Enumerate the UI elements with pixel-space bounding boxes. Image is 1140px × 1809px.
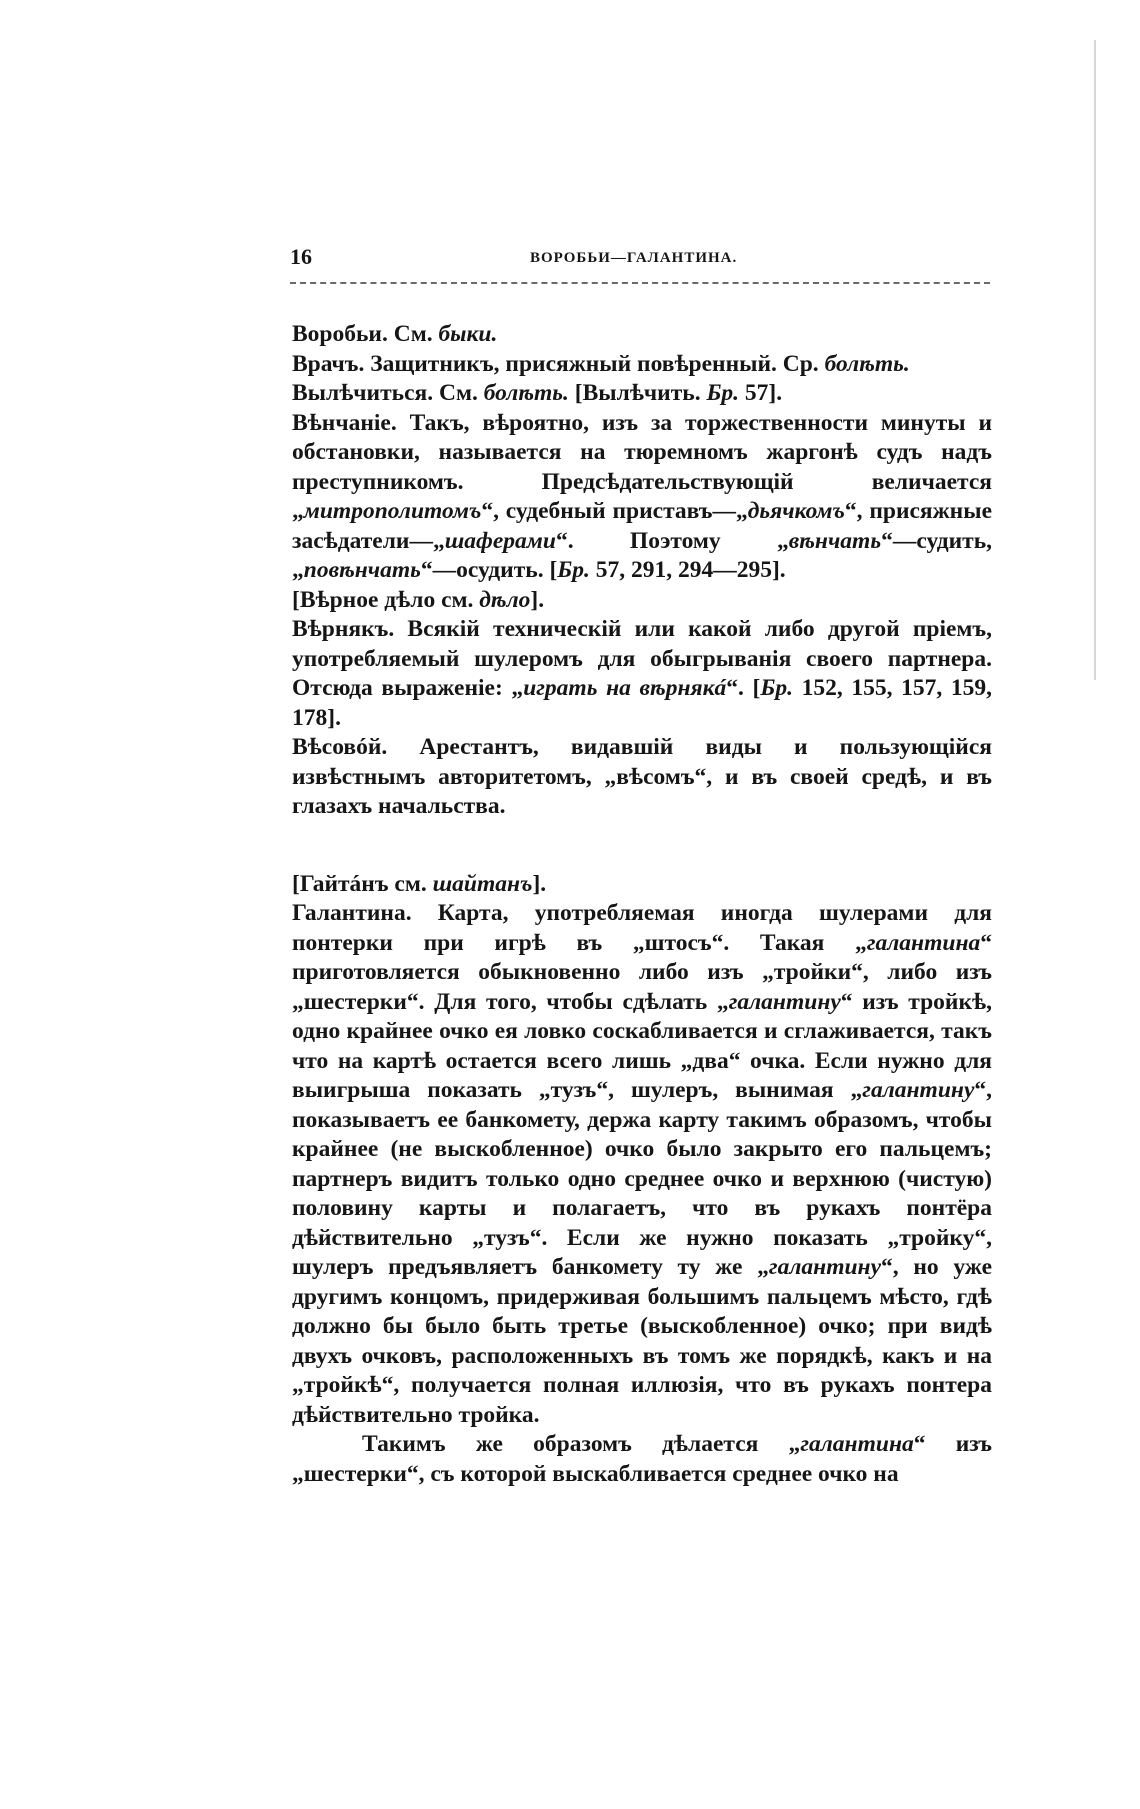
- bracket-note-end: 57].: [739, 380, 783, 406]
- entry-text: “, присяжные засѣдатели—„: [292, 498, 993, 554]
- entry-text: ].: [530, 586, 545, 613]
- italic-term: митрополитомъ: [303, 498, 482, 524]
- entry-vrach: [292, 350, 992, 380]
- italic-term: шаферами: [444, 527, 556, 554]
- entry-text: “. [: [726, 675, 761, 701]
- entry-text: “, судебный приставъ—„: [481, 498, 748, 524]
- entry-text: “ приготовляется обыкновенно либо изъ „тройки“, либо изъ „шестерки“. Для того, чтобы сдѣлать „: [292, 929, 992, 1015]
- headword: Воробьи.: [292, 321, 388, 347]
- bracket-note: [Вылѣчить.: [568, 380, 707, 406]
- entry-vorobi: [292, 320, 992, 350]
- entry-text: См.: [433, 380, 484, 406]
- entry-text: “ изъ „шестерки“, съ которой выскабливается среднее очко на: [292, 1431, 992, 1487]
- italic-term: вѣнчать: [788, 527, 882, 554]
- italic-term: дьячкомъ: [747, 498, 845, 524]
- italic-term: галантину: [768, 1254, 882, 1280]
- headword: Вѣсовóй.: [292, 734, 388, 760]
- entry-text: “, показываетъ ее банкомету, держа карту такимъ образомъ, чтобы крайнее (не выскобленное) очко было закрыто его пальцемъ; партнеръ видитъ только одно среднее очко и верхнюю (чистую) половину карты и полагаетъ, что въ рукахъ понтёра дѣйствительно „тузъ“. Если же нужно показать „тройку“, шулеръ предъявляетъ банкомету ту же „: [292, 1077, 992, 1280]
- headword: Вѣрнякъ.: [292, 616, 395, 642]
- entry-vernoe-delo: [292, 586, 992, 616]
- section-gap: [292, 822, 992, 870]
- entry-text: Арестантъ, видавшій виды и пользующійся извѣстнымъ авторитетомъ, „вѣсомъ“, и въ своей средѣ, и въ глазахъ начальства.: [292, 734, 992, 819]
- italic-term: галантина: [866, 929, 981, 956]
- source-abbrev: Бр.: [760, 675, 793, 701]
- headword: Врачъ.: [292, 350, 365, 377]
- entry-gaytan: [292, 870, 992, 900]
- entry-venchanie: [292, 409, 992, 586]
- entry-vesovoy: [292, 733, 992, 822]
- cross-reference: шайтанъ: [432, 870, 533, 897]
- italic-term: галантину: [728, 988, 841, 1015]
- cross-reference: быки.: [438, 321, 498, 347]
- entry-galantina: [292, 899, 992, 1430]
- header-rule: [290, 282, 990, 284]
- entry-text: “ изъ тройкѣ, одно крайнее очко ея ловко соскабливается и сглаживается, такъ что на картѣ остается всего лишь „два“ очка. Если нужно для выигрыша показать „тузъ“, шулеръ, вынимая „: [292, 988, 992, 1103]
- italic-term: играть на вѣрнякá: [523, 675, 727, 701]
- headword: [Вѣрное дѣло: [292, 586, 436, 613]
- source-abbrev: Бр.: [557, 557, 590, 583]
- running-head: ВОРОБЬИ—ГАЛАНТИНА.: [530, 250, 738, 266]
- entry-text: 152, 155, 157, 159, 178].: [292, 675, 993, 731]
- italic-term: галантину: [862, 1077, 975, 1103]
- entry-text: см.: [388, 870, 433, 897]
- entry-text: Карта, употребляемая иногда шулерами для понтерки при игрѣ въ „штосъ“. Такая „: [292, 900, 992, 956]
- entry-text: Всякій техническій или какой либо другой пріемъ, употребляемый шулеромъ для обыгрыванія своего партнера. Отсюда выраженіе: „: [292, 616, 992, 701]
- cross-reference: болѣть.: [824, 350, 910, 377]
- entry-text: Такимъ же образомъ дѣлается „: [362, 1431, 801, 1457]
- headword: [Гайтáнъ: [292, 870, 389, 897]
- entry-vylechitsya: [292, 379, 992, 409]
- entry-text: 57, 291, 294—295].: [589, 557, 786, 583]
- entry-vernyak: [292, 615, 992, 733]
- cross-reference: болѣть.: [483, 380, 569, 406]
- page-number: 16: [290, 244, 312, 269]
- entry-text: См.: [387, 321, 439, 347]
- entry-galantina-continued: [292, 1430, 992, 1489]
- entry-text: Такъ, вѣроятно, изъ за торжественности минуты и обстановки, называется на тюремномъ жаргонѣ судъ надъ преступникомъ. Предсѣдательствующій величается „: [292, 409, 992, 524]
- margin-rule: [1094, 40, 1096, 680]
- source-abbrev: Бр.: [706, 380, 740, 406]
- entry-text: “. Поэтому „: [555, 527, 789, 554]
- entry-text: “, но уже другимъ концомъ, придерживая большимъ пальцемъ мѣсто, гдѣ должно бы было быть третье (выскобленное) очко; при видѣ двухъ очковъ, расположенныхъ въ томъ же порядкѣ, какъ и на „тройкѣ“, получается полная иллюзія, что въ рукахъ понтера дѣйствительно тройка.: [292, 1254, 993, 1428]
- italic-term: повѣнчать: [303, 557, 421, 583]
- cross-reference: дѣло: [479, 586, 531, 613]
- dictionary-text: [292, 320, 992, 1489]
- page-header: [290, 244, 990, 274]
- entry-text: “—осудить. [: [420, 557, 558, 583]
- headword: Вылѣчиться.: [292, 380, 434, 406]
- headword: Галантина.: [292, 900, 412, 926]
- italic-term: галантина: [800, 1431, 914, 1457]
- entry-text: ].: [532, 870, 547, 897]
- entry-text: “—судить, „: [292, 527, 992, 583]
- entry-text: см.: [435, 586, 480, 613]
- headword: Вѣнчаніе.: [292, 409, 397, 436]
- entry-text: Защитникъ, присяжный повѣренный. Ср.: [364, 350, 825, 377]
